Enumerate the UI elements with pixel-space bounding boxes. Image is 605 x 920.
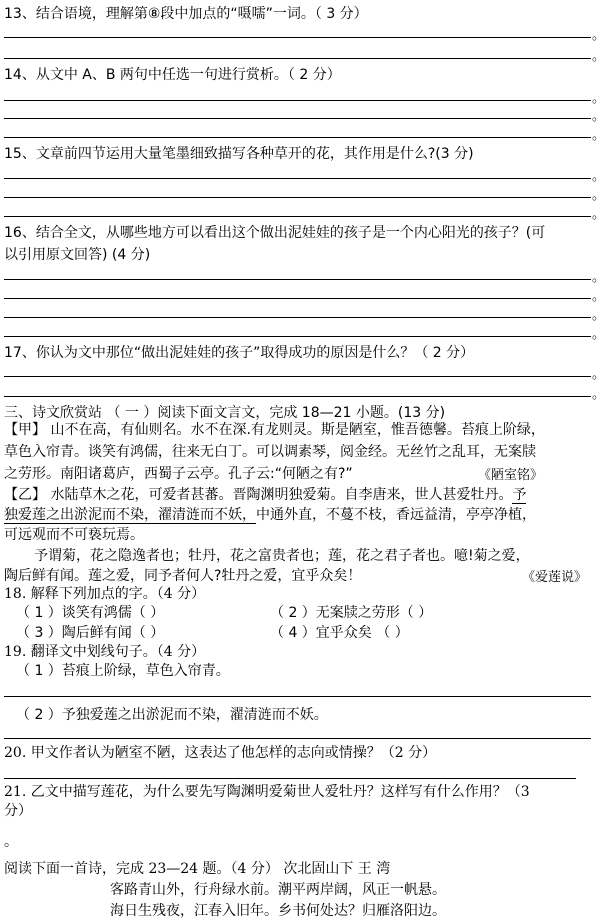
answer-line — [4, 279, 591, 280]
answer-line — [4, 178, 591, 179]
poem-line: 客路青山外，行舟绿水前。潮平两岸阔，风正一帆悬。 — [110, 882, 446, 898]
passage-jia-source: 《陋室铭》 — [478, 468, 544, 483]
answer-line — [4, 58, 591, 59]
q19-item-1: （ 1 ）苔痕上阶绿，草色入帘青。 — [16, 663, 230, 679]
answer-line — [4, 37, 591, 38]
question-14: 14、从文中 A、B 两句中任选一句进行赏析。（ 2 分） — [4, 67, 341, 83]
line-end-period: 。 — [592, 109, 605, 124]
question-21: 21. 乙文中描写莲花，为什么要先写陶渊明爱菊世人爱牡丹？这样写有什么作用？（3 — [4, 784, 530, 800]
passage-yi-text: 【乙】 水陆草木之花，可爱者甚蕃。晋陶渊明独爱菊。自李唐来，世人甚爱牡丹。 — [4, 487, 513, 503]
line-end-period: 。 — [592, 387, 605, 402]
passage-yi-source: 《爱莲说》 — [522, 570, 588, 585]
line-end-period: 。 — [592, 308, 605, 323]
q18-item-1: （ 1 ）谈笑有鸿儒（ ） — [16, 605, 165, 621]
answer-line — [4, 298, 591, 299]
question-13: 13、结合语境，理解第⑧段中加点的“嗫嚅”一词。（ 3 分） — [4, 6, 368, 22]
line-end-period: 。 — [592, 270, 605, 285]
end-period: 。 — [4, 834, 18, 850]
q18-item-4: （ 4 ）宜乎众矣 （ ） — [270, 625, 409, 641]
section-3-heading: 三、诗文欣赏站 （ 一 ）阅读下面文言文，完成 18—21 小题。(13 分) — [4, 405, 446, 421]
answer-line — [4, 118, 591, 119]
line-end-period: 。 — [592, 188, 605, 203]
question-16-cont: 以引用原文回答) (4 分) — [4, 247, 151, 263]
question-19: 19. 翻译文中划线句子。（4 分） — [4, 644, 206, 660]
line-end-period: 。 — [592, 169, 605, 184]
answer-line — [4, 738, 591, 739]
passage-yi-line: 可远观而不可亵玩焉。 — [4, 527, 144, 543]
passage-jia-line: 之劳形。南阳诸葛庐，西蜀子云亭。孔子云:“何陋之有?” — [4, 466, 353, 482]
passage-yi-line: 陶后鲜有闻。莲之爱，同予者何人?牡丹之爱，宜乎众矣！ — [4, 568, 362, 584]
passage-yi-line — [4, 504, 536, 524]
line-end-period: 。 — [592, 91, 605, 106]
answer-line — [4, 376, 591, 377]
question-17: 17、你认为文中那位“做出泥娃娃的孩子”取得成功的原因是什么？（ 2 分） — [4, 345, 475, 361]
line-end-period: 。 — [592, 327, 605, 342]
passage-yi-line — [4, 484, 526, 504]
question-16: 16、结合全文，从哪些地方可以看出这个做出泥娃娃的孩子是一个内心阳光的孩子？(可 — [4, 225, 546, 241]
passage-yi-line: 予谓菊，花之隐逸者也；牡丹，花之富贵者也；莲，花之君子者也。噫!菊之爱， — [34, 548, 530, 564]
answer-line — [4, 216, 591, 217]
answer-line — [4, 197, 591, 198]
underlined-sentence: 独爱莲之出淤泥而不染，濯清涟而不妖， — [4, 507, 256, 523]
line-end-period: 。 — [592, 128, 605, 143]
question-18: 18. 解释下列加点的字。（4 分） — [4, 586, 206, 602]
line-end-period: 。 — [592, 28, 605, 43]
passage-jia-line: 【甲】 山不在高，有仙则名。水不在深.有龙则灵。斯是陋室，惟吾德馨。苔痕上阶绿， — [4, 422, 545, 438]
line-end-period: 。 — [592, 49, 605, 64]
answer-line — [4, 778, 576, 779]
poem-reading-intro: 阅读下面一首诗，完成 23—24 题。（4 分） 次北固山下 王 湾 — [4, 861, 391, 877]
answer-line — [4, 396, 591, 397]
q19-item-2: （ 2 ）予独爱莲之出淤泥而不染，濯清涟而不妖。 — [16, 707, 328, 723]
passage-jia-line: 草色入帘青。谈笑有鸿儒，往来无白丁。可以调素琴，阅金经。无丝竹之乱耳，无案牍 — [4, 444, 536, 460]
line-end-period: 。 — [592, 367, 605, 382]
answer-line — [4, 100, 591, 101]
poem-line: 海日生残夜，江春入旧年。乡书何处达？归雁洛阳边。 — [110, 903, 446, 919]
passage-yi-text: 中通外直，不蔓不枝，香远益清，亭亭净植， — [256, 507, 536, 523]
answer-line — [4, 336, 591, 337]
question-15: 15、文章前四节运用大量笔墨细致描写各种草开的花，其作用是什么?(3 分) — [4, 146, 474, 162]
answer-line — [4, 137, 591, 138]
question-21-cont: 分） — [4, 803, 32, 819]
q18-item-2: （ 2 ）无案牍之劳形（ ） — [270, 605, 433, 621]
answer-line — [4, 696, 591, 697]
line-end-period: 。 — [592, 207, 605, 222]
q18-item-3: （ 3 ）陶后鲜有闻（ ） — [16, 625, 165, 641]
underlined-sentence: 予 — [512, 487, 527, 503]
answer-line — [4, 317, 591, 318]
question-20: 20. 甲文作者认为陋室不陋，这表达了他怎样的志向或情操？（2 分） — [4, 745, 437, 761]
line-end-period: 。 — [592, 289, 605, 304]
